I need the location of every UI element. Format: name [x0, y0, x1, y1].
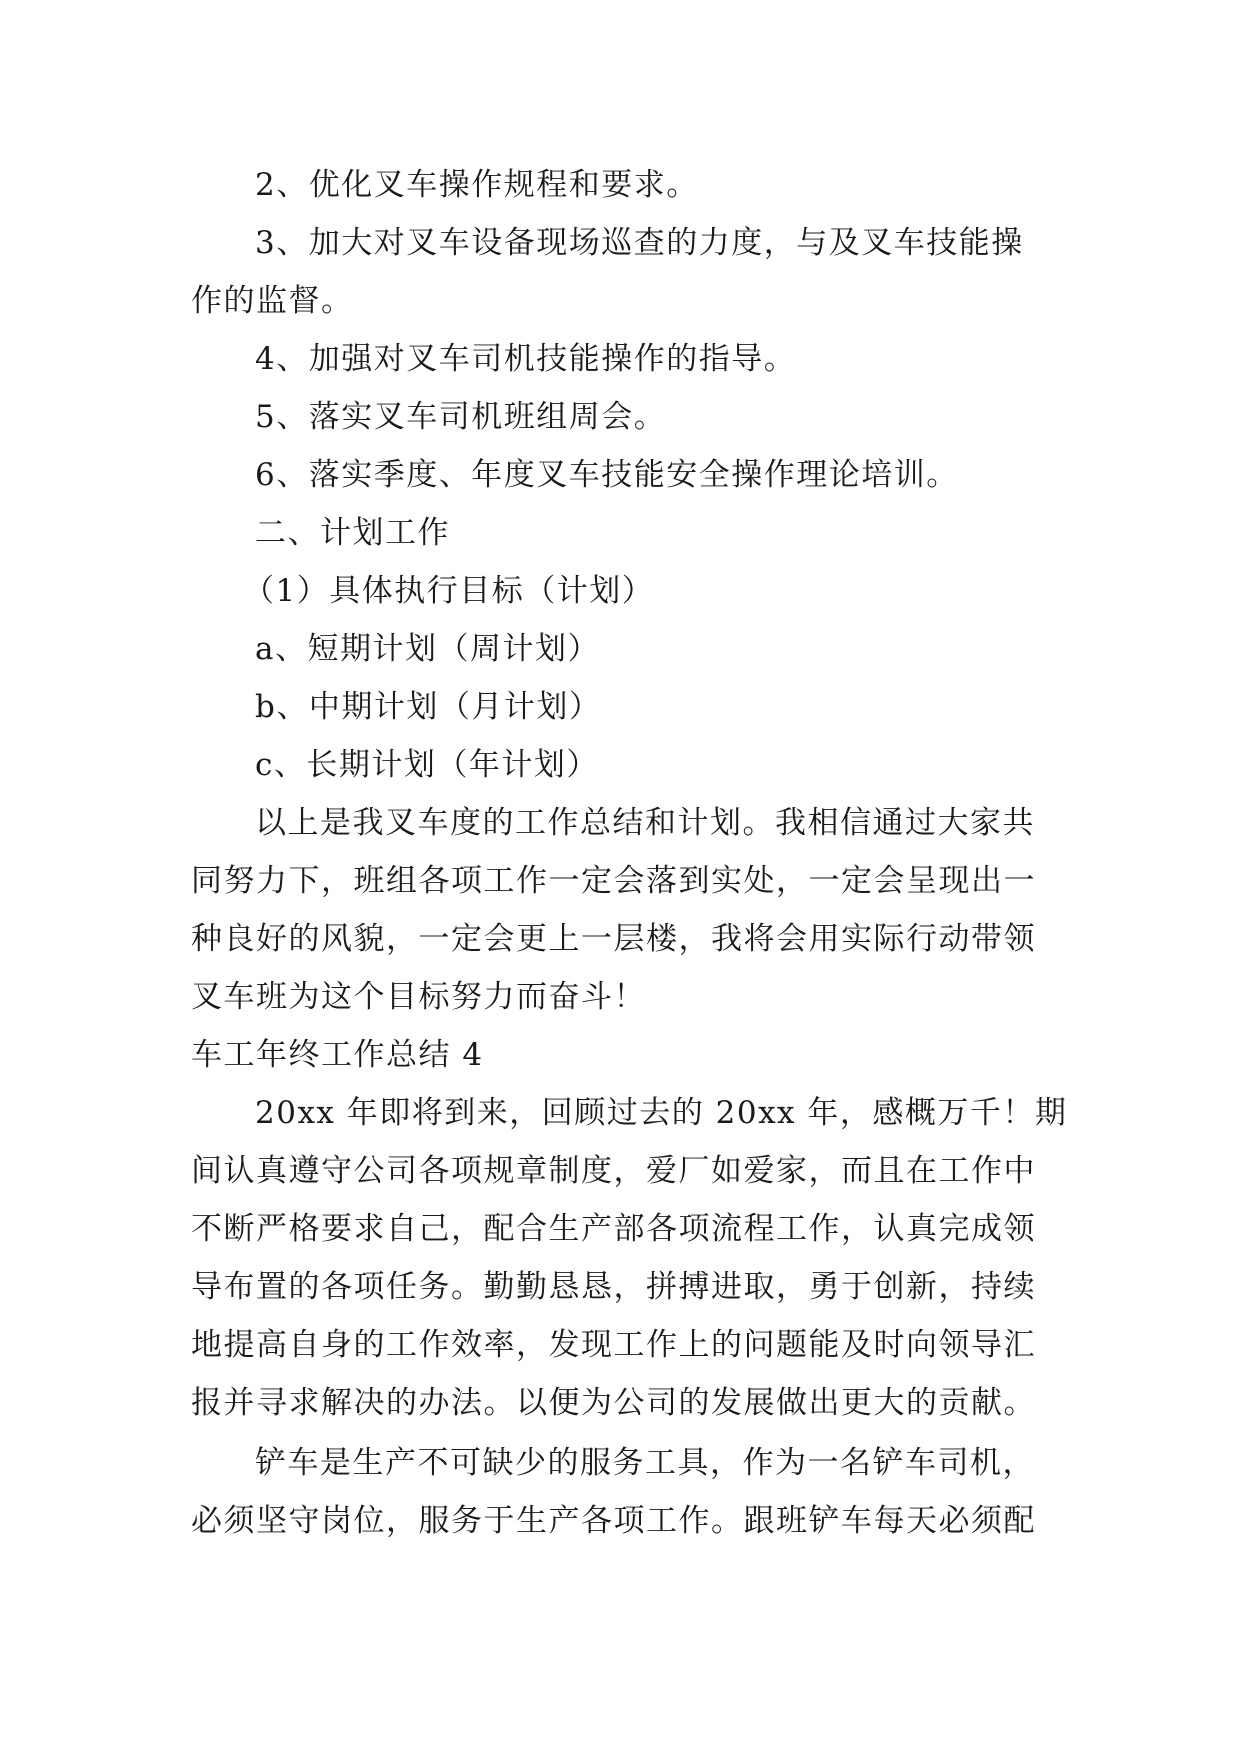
- paragraph-line: 导布置的各项任务。勤勤恳恳，拼搏进取，勇于创新，持续: [191, 1269, 1036, 1305]
- paragraph-line: 不断严格要求自己，配合生产部各项流程工作，认真完成领: [191, 1211, 1036, 1247]
- text-block-1: [191, 156, 1051, 1026]
- paragraph-line: 以上是我叉车度的工作总结和计划。我相信通过大家共: [255, 805, 1035, 841]
- text-block-3: [191, 1434, 1051, 1550]
- sub-heading-targets: （1）具体执行目标（计划）: [243, 573, 655, 609]
- list-item-5: 5、落实叉车司机班组周会。: [255, 399, 667, 435]
- section-title-block: [191, 1026, 1051, 1084]
- heading-plan-work: 二、计划工作: [255, 515, 450, 551]
- plan-long-term: c、长期计划（年计划）: [255, 747, 599, 783]
- plan-mid-term: b、中期计划（月计划）: [255, 689, 602, 725]
- list-item-2: 2、优化叉车操作规程和要求。: [255, 167, 699, 203]
- paragraph-line: 铲车是生产不可缺少的服务工具，作为一名铲车司机，: [255, 1445, 1035, 1481]
- paragraph-line: 20xx 年即将到来，回顾过去的 20xx 年，感概万千！期: [255, 1095, 1068, 1131]
- paragraph-line: 叉车班为这个目标努力而奋斗！: [191, 979, 646, 1015]
- paragraph-line: 种良好的风貌，一定会更上一层楼，我将会用实际行动带领: [191, 921, 1036, 957]
- list-item-4: 4、加强对叉车司机技能操作的指导。: [255, 341, 797, 377]
- list-item-3-continued: 作的监督。: [191, 283, 354, 319]
- list-item-3: 3、加大对叉车设备现场巡查的力度，与及叉车技能操: [255, 225, 1024, 261]
- text-block-2: [191, 1084, 1068, 1432]
- paragraph-line: 同努力下，班组各项工作一定会落到实处，一定会呈现出一: [191, 863, 1036, 899]
- section-title: 车工年终工作总结 4: [191, 1037, 484, 1073]
- paragraph-line: 地提高自身的工作效率，发现工作上的问题能及时向领导汇: [191, 1327, 1036, 1363]
- paragraph-line: 间认真遵守公司各项规章制度，爱厂如爱家，而且在工作中: [191, 1153, 1036, 1189]
- paragraph-line: 必须坚守岗位，服务于生产各项工作。跟班铲车每天必须配: [191, 1503, 1036, 1539]
- list-item-6: 6、落实季度、年度叉车技能安全操作理论培训。: [255, 457, 959, 493]
- plan-short-term: a、短期计划（周计划）: [255, 631, 600, 667]
- paragraph-line: 报并寻求解决的办法。以便为公司的发展做出更大的贡献。: [191, 1385, 1036, 1421]
